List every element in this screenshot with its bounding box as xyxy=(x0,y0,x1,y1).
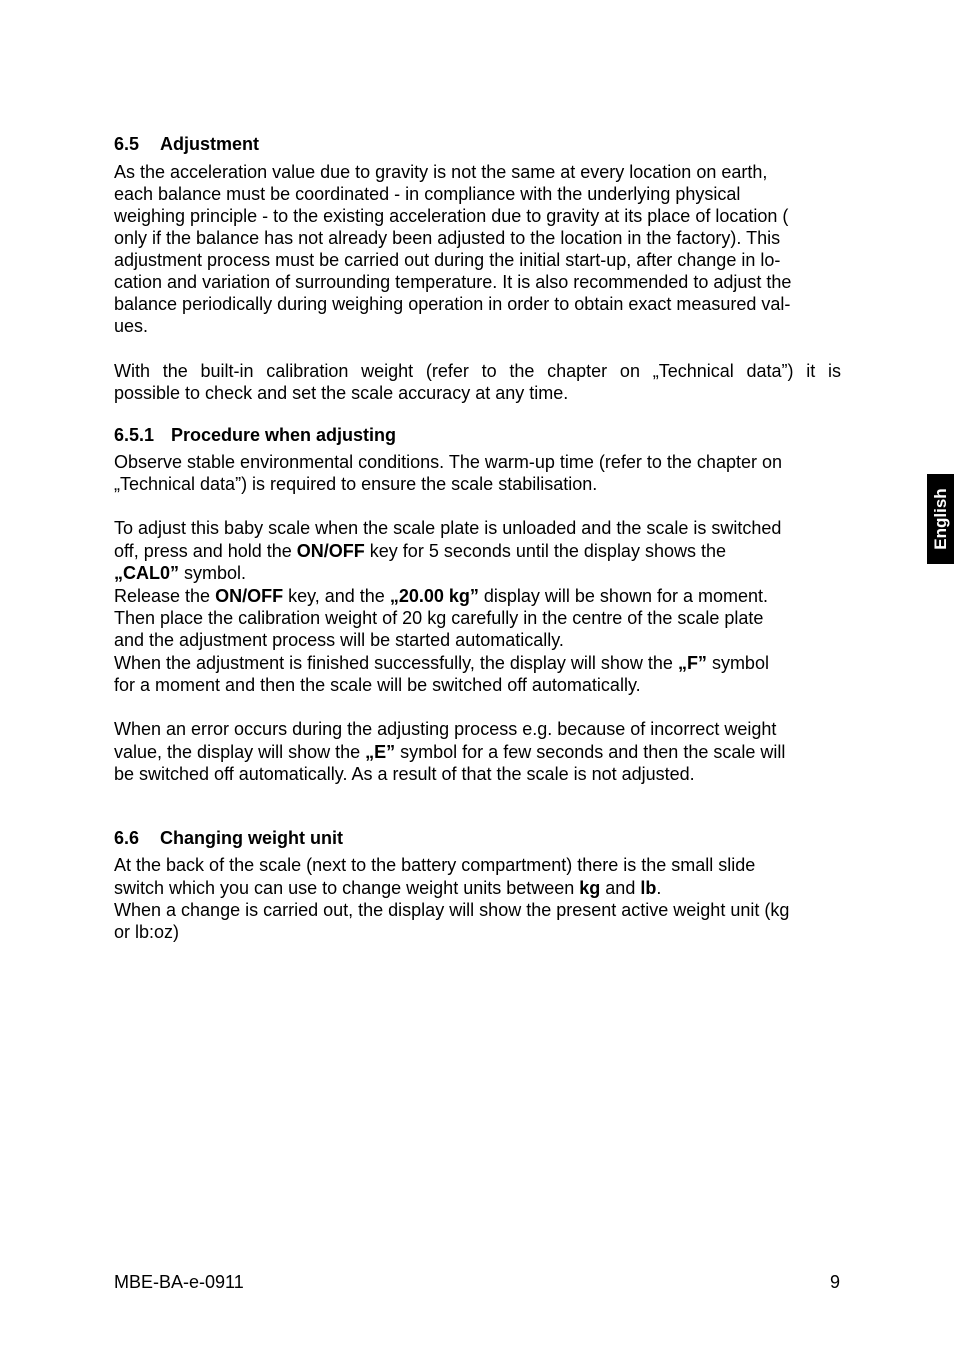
text-run: key, and the xyxy=(283,586,390,606)
paragraph-line: As the acceleration value due to gravity is not the same at every location on earth, xyxy=(114,162,768,182)
paragraph-line: possible to check and set the scale accuracy at any time. xyxy=(114,383,569,403)
text-run: . xyxy=(656,878,662,898)
paragraph-line xyxy=(114,585,841,607)
display-value-20kg: „20.00 kg” xyxy=(389,586,479,606)
paragraph-line: „Technical data”) is required to ensure the scale stabilisation. xyxy=(114,474,598,494)
text-run: When the adjustment is finished successfully, the display will show the xyxy=(114,653,678,673)
paragraph-line: Then place the calibration weight of 20 kg carefully in the centre of the scale plate xyxy=(114,608,764,628)
paragraph-line: be switched off automatically. As a result of that the scale is not adjusted. xyxy=(114,764,695,784)
text-run: and xyxy=(600,878,641,898)
section-heading-6-5-1 xyxy=(114,424,396,446)
paragraph-line: Observe stable environmental conditions. The warm-up time (refer to the chapter on xyxy=(114,452,782,472)
paragraph-line: or lb:oz) xyxy=(114,922,180,942)
paragraph-line xyxy=(114,652,841,674)
text-run: switch which you can use to change weight units between xyxy=(114,878,580,898)
paragraph-line xyxy=(114,562,841,584)
display-symbol-e: „E” xyxy=(365,742,396,762)
language-tab-label: English xyxy=(930,488,950,550)
text-run: key for 5 seconds until the display shows the xyxy=(364,541,726,561)
paragraph-line: To adjust this baby scale when the scale plate is unloaded and the scale is switched xyxy=(114,518,782,538)
text-run: symbol xyxy=(706,653,769,673)
paragraph-line xyxy=(114,540,841,562)
key-name-on-off: ON/OFF xyxy=(215,586,284,606)
paragraph-line: balance periodically during weighing operation in order to obtain exact measured val- xyxy=(114,294,791,314)
paragraph-line: At the back of the scale (next to the battery compartment) there is the small slide xyxy=(114,855,756,875)
text-run: display will be shown for a moment. xyxy=(478,586,768,606)
paragraph-line: ues. xyxy=(114,316,149,336)
display-symbol-f: „F” xyxy=(677,653,707,673)
paragraph-line: When an error occurs during the adjusting process e.g. because of incorrect weight xyxy=(114,719,777,739)
text-run: value, the display will show the xyxy=(114,742,366,762)
section-number: 6.5.1 xyxy=(114,425,155,445)
paragraph-line: adjustment process must be carried out during the initial start-up, after change in lo- xyxy=(114,250,781,270)
paragraph-line: and the adjustment process will be started automatically. xyxy=(114,630,564,650)
footer-doc-code: MBE-BA-e-0911 xyxy=(114,1272,244,1292)
section-heading-6-6 xyxy=(114,827,343,849)
paragraph-line: each balance must be coordinated - in compliance with the underlying physical xyxy=(114,184,741,204)
text-run: off, press and hold the xyxy=(114,541,297,561)
paragraph-line: cation and variation of surrounding temperature. It is also recommended to adjust the xyxy=(114,272,792,292)
paragraph-line: only if the balance has not already been adjusted to the location in the factory). This xyxy=(114,228,781,248)
paragraph-line: for a moment and then the scale will be switched off automatically. xyxy=(114,675,641,695)
text-run: symbol. xyxy=(179,563,247,583)
display-symbol-cal0: „CAL0” xyxy=(114,563,180,583)
key-name-on-off: ON/OFF xyxy=(296,541,365,561)
text-run: Release the xyxy=(114,586,216,606)
paragraph-line xyxy=(114,741,841,763)
section-number: 6.6 xyxy=(114,828,140,848)
footer-page-number: 9 xyxy=(829,1272,840,1292)
section-title: Adjustment xyxy=(160,134,259,154)
paragraph-line: With the built-in calibration weight (refer to the chapter on „Technical data”) it is xyxy=(114,361,841,381)
language-tab xyxy=(927,474,954,564)
section-title: Procedure when adjusting xyxy=(171,425,397,445)
section-heading-6-5 xyxy=(114,133,259,155)
paragraph-line: weighing principle - to the existing acceleration due to gravity at its place of location ( xyxy=(114,206,789,226)
paragraph-line xyxy=(114,877,841,899)
unit-kg: kg xyxy=(579,878,601,898)
unit-lb: lb xyxy=(640,878,657,898)
paragraph-line: When a change is carried out, the display will show the present active weight unit (kg xyxy=(114,900,790,920)
section-number: 6.5 xyxy=(114,134,140,154)
section-title: Changing weight unit xyxy=(160,828,343,848)
text-run: symbol for a few seconds and then the scale will xyxy=(395,742,786,762)
